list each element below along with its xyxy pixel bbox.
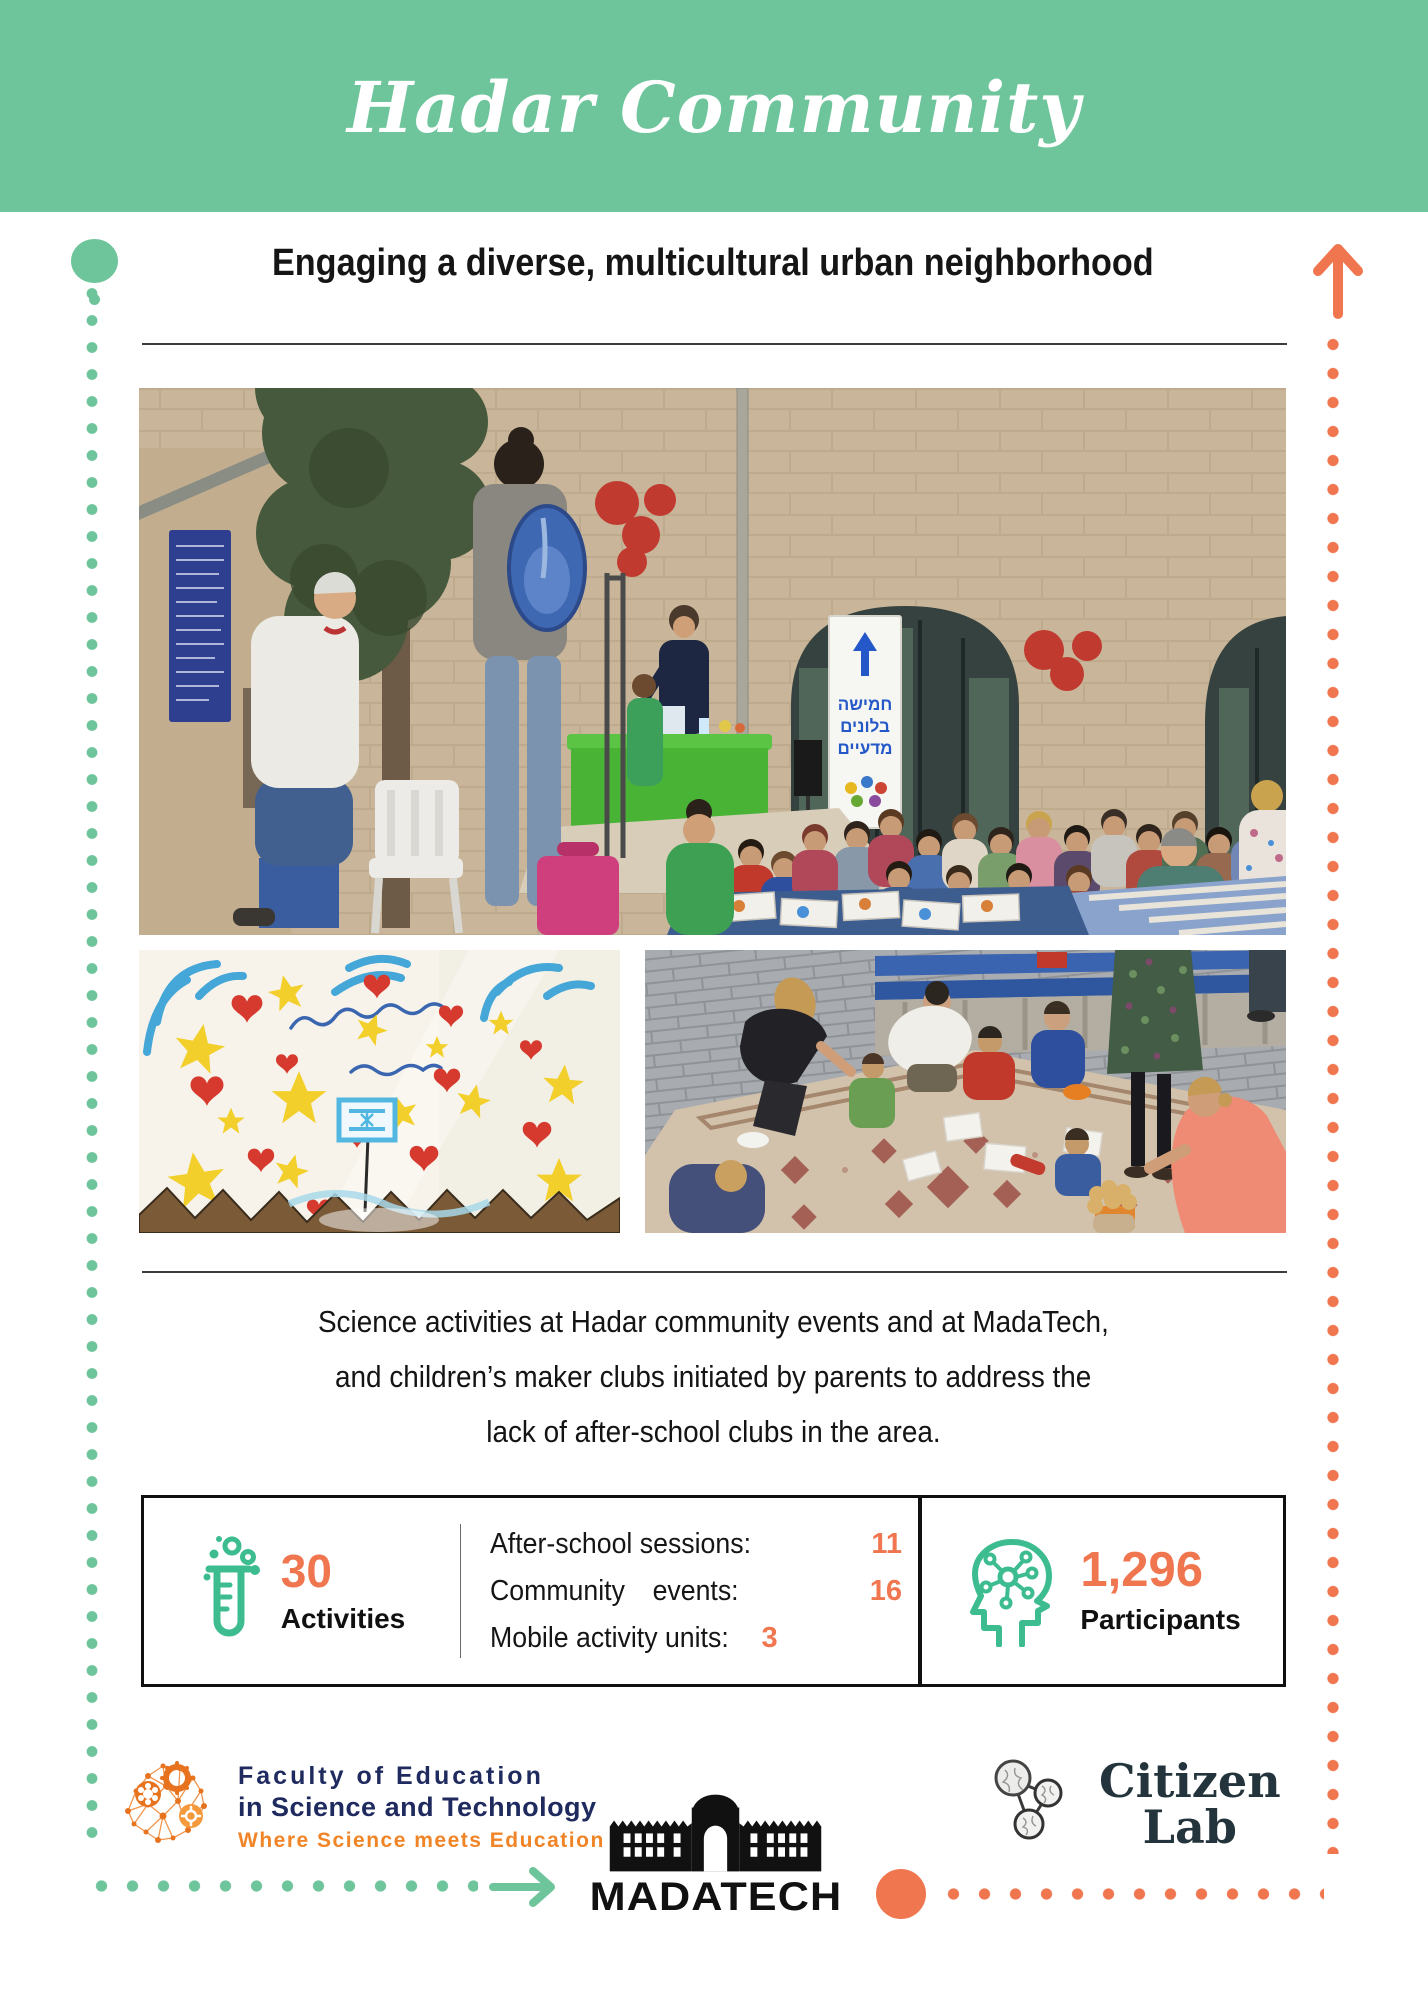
madatech-name: MADATECH bbox=[589, 1875, 842, 1919]
head-network-icon bbox=[964, 1535, 1064, 1647]
community-event-illustration bbox=[139, 388, 1286, 935]
hebrew-sign-board bbox=[829, 616, 901, 828]
speaker bbox=[794, 740, 822, 796]
separator-line-bottom bbox=[142, 1271, 1287, 1273]
photo-community-science-show bbox=[139, 388, 1286, 935]
madatech-logo bbox=[583, 1792, 848, 1920]
breakdown-row: Community events: 16 bbox=[490, 1574, 902, 1607]
activities-label: Activities bbox=[280, 1602, 406, 1634]
photo-children-drawing bbox=[139, 950, 620, 1233]
separator-line-top bbox=[142, 343, 1287, 345]
green-ellipse-decoration bbox=[71, 239, 118, 283]
citizen-lab-logo bbox=[985, 1753, 1281, 1854]
test-tube-icon bbox=[199, 1533, 263, 1649]
up-arrow-icon bbox=[1310, 240, 1366, 320]
bottom-orange-dotted-line bbox=[938, 1888, 1324, 1900]
stat-activities bbox=[144, 1498, 460, 1684]
breakdown-row: After-school sessions: 11 bbox=[490, 1527, 902, 1560]
breakdown-row: Mobile activity units: 3 bbox=[490, 1621, 778, 1654]
stat-participants bbox=[918, 1498, 1283, 1684]
right-arrow-icon bbox=[487, 1864, 569, 1910]
orange-circle-decoration bbox=[876, 1869, 926, 1919]
description-text: Science activities at Hadar community events and at MadaTech, and children’s maker clubs initiated by parents to address the lack of after-school clubs in the area. bbox=[317, 1304, 1109, 1449]
drainpipe bbox=[737, 388, 748, 740]
activities-count: 30 bbox=[280, 1544, 332, 1597]
citizen-lab-text bbox=[1099, 1753, 1281, 1854]
svg-text:בלונים: בלונים bbox=[840, 717, 890, 736]
children-drawing-illustration bbox=[139, 950, 620, 1233]
cropped-legs-top-right bbox=[1247, 950, 1286, 1022]
participants-count: 1,296 bbox=[1080, 1543, 1203, 1597]
citizen-line1: Citizen bbox=[1099, 1753, 1281, 1808]
left-dotted-border bbox=[86, 280, 98, 1852]
photo-maker-club-on-rug bbox=[645, 950, 1286, 1233]
page-title: Hadar Community bbox=[347, 66, 1081, 149]
svg-text:מדעיים: מדעיים bbox=[837, 739, 893, 758]
stats-box bbox=[141, 1495, 1286, 1687]
stat-breakdown bbox=[460, 1498, 918, 1684]
right-dotted-border bbox=[1327, 330, 1339, 1854]
faculty-tagline: Where Science meets Education bbox=[238, 1829, 605, 1852]
bottom-green-dotted-line bbox=[86, 1880, 478, 1892]
faculty-logo-text bbox=[238, 1756, 605, 1853]
madatech-building-icon bbox=[593, 1792, 838, 1874]
header-banner bbox=[0, 0, 1428, 212]
faculty-line1: Faculty of Education bbox=[238, 1762, 544, 1790]
participants-label: Participants bbox=[1080, 1604, 1241, 1635]
faculty-logo bbox=[118, 1756, 605, 1856]
tagline: Engaging a diverse, multicultural urban neighborhood bbox=[272, 242, 1154, 284]
faculty-line2: in Science and Technology bbox=[238, 1792, 597, 1822]
svg-text:חמישה: חמישה bbox=[837, 695, 893, 714]
brain-gears-icon bbox=[118, 1756, 218, 1856]
citizen-line2: Lab bbox=[1142, 1799, 1237, 1854]
gear-icon bbox=[135, 1763, 203, 1828]
molecule-sketch-icon bbox=[985, 1756, 1085, 1851]
maker-club-illustration bbox=[645, 950, 1286, 1233]
